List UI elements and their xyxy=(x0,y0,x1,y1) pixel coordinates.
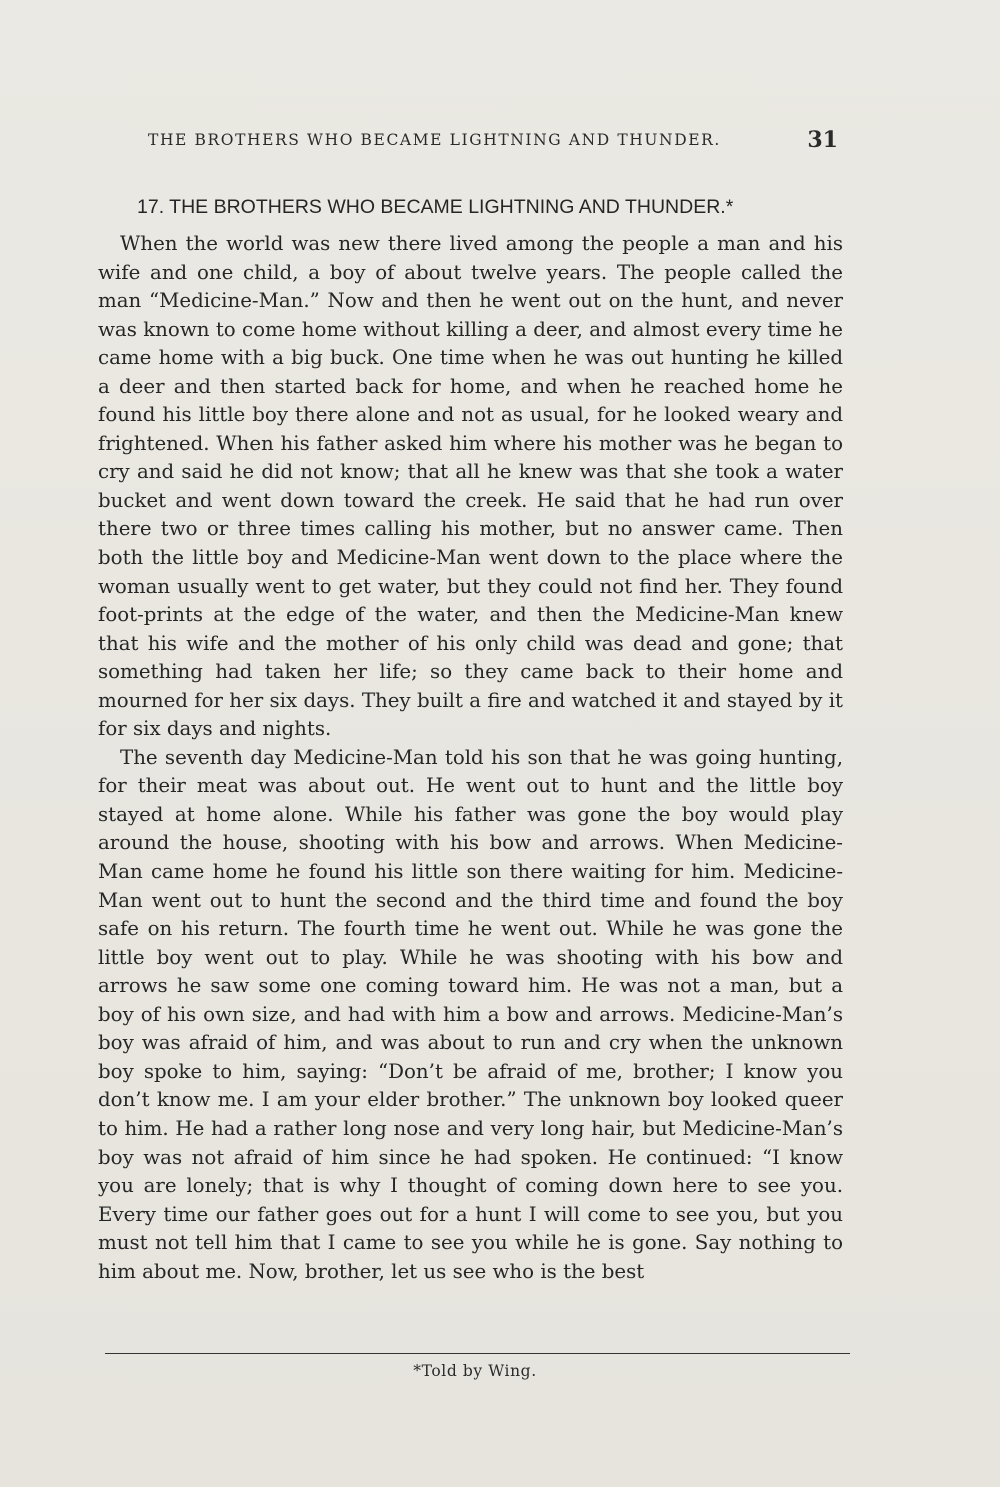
footnote: *Told by Wing. xyxy=(413,1362,537,1380)
paragraph-2: The seventh day Medicine-Man told his son that he was going hunting, for their meat was about out. He went out to hunt and the little boy stayed at home alone. While his father was gone the boy would play around the house, shooting with his bow and arrows. When Medicine-Man came home he found his little son there waiting for him. Medicine-Man went out to hunt the second and the third time and found the boy safe on his return. The fourth time he went out. While he was gone the little boy went out to play. While he was shooting with his bow and arrows he saw some one coming toward him. He was not a man, but a boy of his own size, and had with him a bow and arrows. Medicine-Man’s boy was afraid of him, and was about to run and cry when the unknown boy spoke to him, saying: “Don’t be afraid of me, brother; I know you don’t know me. I am your elder brother.” The unknown boy looked queer to him. He had a rather long nose and very long hair, but Medicine-Man’s boy was not afraid of him since he had spoken. He continued: “I know you are lonely; that is why I thought of coming down here to see you. Every time our father goes out for a hunt I will come to see you, but you must not tell him that I came to see you while he is gone. Say nothing to him about me. Now, brother, let us see who is the best xyxy=(98,745,843,1283)
paragraph-1: When the world was new there lived among the people a man and his wife and one child, a boy of about twelve years. The people called the man “Medicine-Man.” Now and then he went out on the hunt, and never was known to come home without killing a deer, and almost every time he came home with a big buck. One time when he was out hunting he killed a deer and then started back for home, and when he reached home he found his little boy there alone and not as usual, for he looked weary and frightened. When his father asked him where his mother was he began to cry and said he did not know; that all he knew was that she took a water bucket and went down toward the creek. He said that he had run over there two or three times calling his mother, but no answer came. Then both the little boy and Medicine-Man went down to the place where the woman usually went to get water, but they could not find her. They found foot-prints at the edge of the water, and then the Medicine-Man knew that his wife and the mother of his only child was dead and gone; that something had taken her life; so they came back to their home and mourned for her six days. They built a fire and watched it and stayed by it for six days and nights. xyxy=(98,232,843,741)
story-body xyxy=(98,230,843,1286)
running-head xyxy=(148,127,838,157)
story-title: 17. THE BROTHERS WHO BECAME LIGHTNING AND THUNDER.* xyxy=(137,196,734,218)
footnote-divider xyxy=(105,1353,850,1354)
page-number: 31 xyxy=(807,127,838,153)
running-title: THE BROTHERS WHO BECAME LIGHTNING AND THUNDER. xyxy=(148,131,721,149)
